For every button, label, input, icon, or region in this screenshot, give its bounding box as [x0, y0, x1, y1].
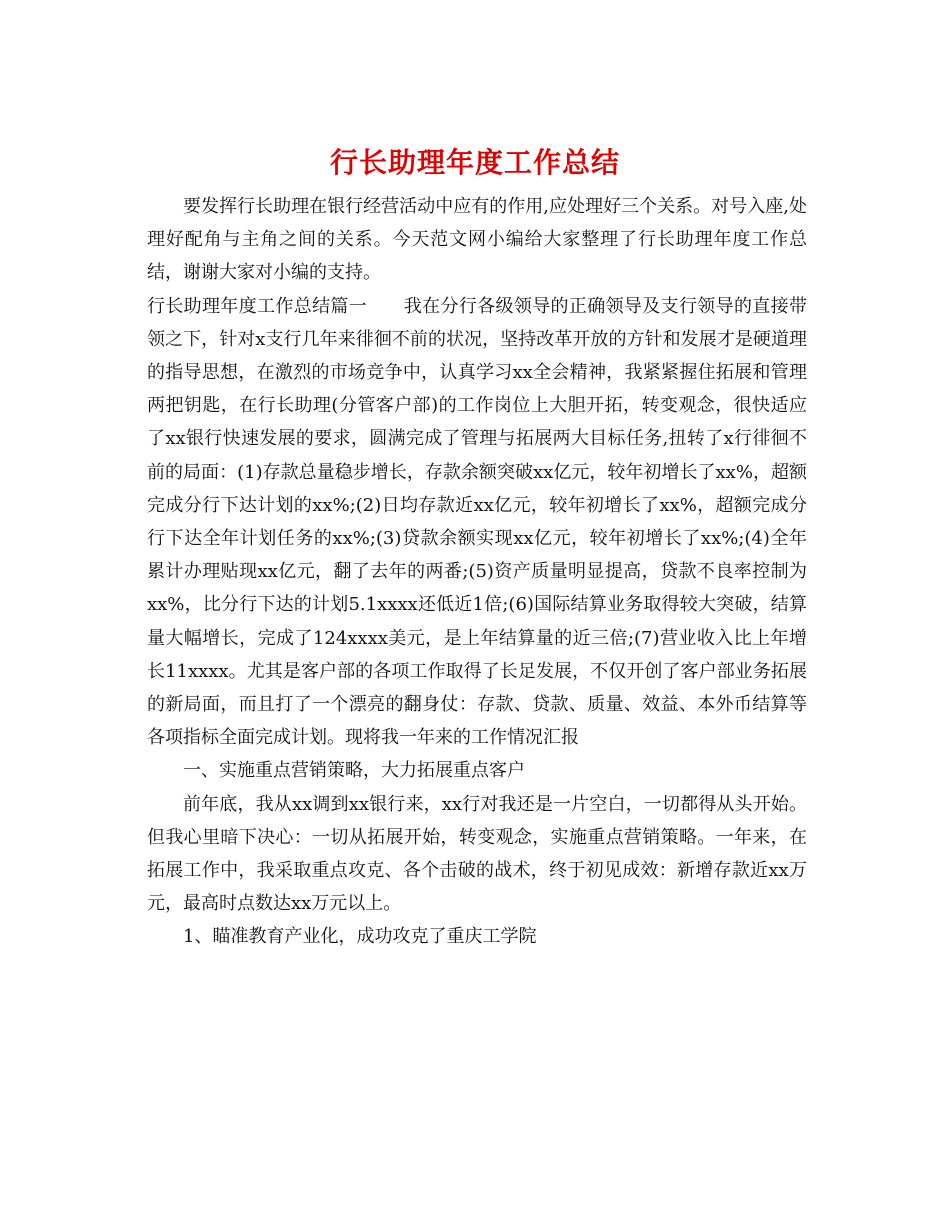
document-title: 行长助理年度工作总结 — [329, 146, 620, 179]
document-body — [147, 190, 807, 954]
section-heading: 一、实施重点营销策略，大力拓展重点客户 — [183, 760, 525, 782]
summary-paragraph: 行长助理年度工作总结篇一 我在分行各级领导的正确领导及支行领导的直接带领之下，针对x支行几年来徘徊不前的状况，坚持改革开放的方针和发展才是硬道理的指导思想，在激烈的市场竞争中，认真学习xx全会精神，我紧紧握住拓展和管理两把钥匙，在行长助理(分管客户部)的工作岗位上大胆开拓，转变观念，很快适应了xx银行快速发展的要求，圆满完成了管理与拓展两大目标任务,扭转了x行徘徊不前的局面：(1)存款总量稳步增长，存款余额突破xx亿元，较年初增长了xx%，超额完成分行下达计划的xx%;(2)日均存款近xx亿元，较年初增长了xx%，超额完成分行下达全年计划任务的xx%;(3)贷款余额实现xx亿元，较年初增长了xx%;(4)全年累计办理贴现xx亿元，翻了去年的两番;(5)资产质量明显提高，贷款不良率控制为xx%，比分行下达的计划5.1xxxx还低近1倍;(6)国际结算业务取得较大突破，结算量大幅增长，完成了124xxxx美元，是上年结算量的近三倍;(7)营业收入比上年增长11xxxx。尤其是客户部的各项工作取得了长足发展，不仅开创了客户部业务拓展的新局面，而且打了一个漂亮的翻身仗：存款、贷款、质量、效益、本外币结算等各项指标全面完成计划。现将我一年来的工作情况汇报 — [147, 295, 807, 749]
subsection-heading: 1、瞄准教育产业化，成功攻克了重庆工学院 — [183, 926, 537, 948]
section-paragraph: 前年底，我从xx调到xx银行来，xx行对我还是一片空白，一切都得从头开始。但我心里暗下决心：一切从拓展开始，转变观念，实施重点营销策略。一年来，在拓展工作中，我采取重点攻克、各个击破的战术，终于初见成效：新增存款近xx万元，最高时点数达xx万元以上。 — [147, 793, 807, 915]
intro-paragraph: 要发挥行长助理在银行经营活动中应有的作用,应处理好三个关系。对号入座,处理好配角与主角之间的关系。今天范文网小编给大家整理了行长助理年度工作总结，谢谢大家对小编的支持。 — [147, 196, 807, 284]
